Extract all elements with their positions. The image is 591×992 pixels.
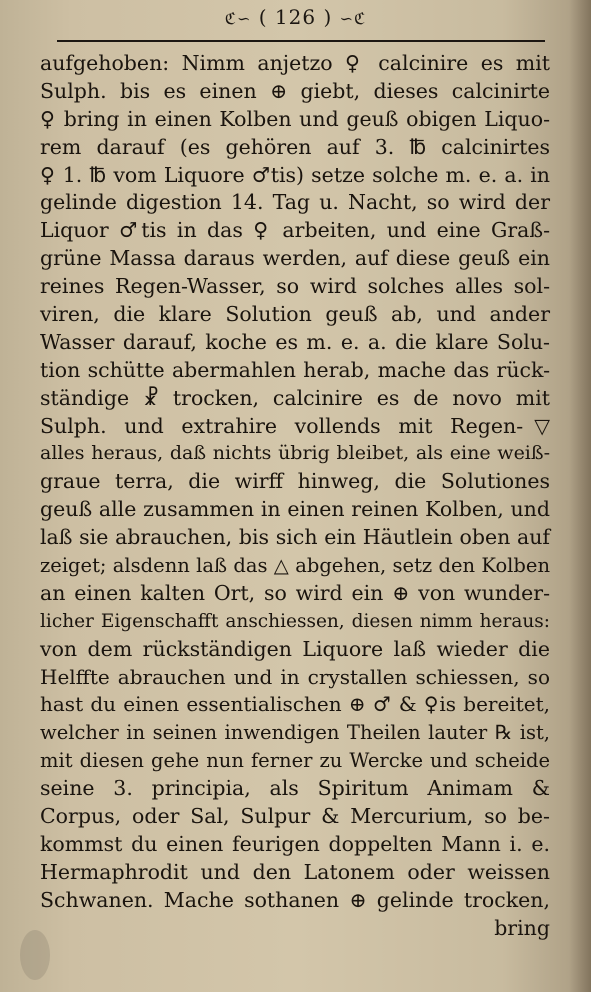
text-line: seine 3. principia, als Spiritum Animam & (40, 776, 550, 801)
page-number: ( 126 ) (258, 5, 333, 29)
text-line: ♀ 1. ℔ vom Liquore ♂tis) setze solche m. e. a. in (40, 162, 550, 187)
text-line: bring (494, 915, 550, 940)
text-line: tion schütte abermahlen herab, mache das rück- (40, 357, 550, 382)
text-line: geuß alle zusammen in einen reinen Kolben, und (40, 497, 550, 522)
text-line: Sulph. und extrahire vollends mit Regen-▽ (40, 413, 550, 438)
text-line: Liquor ♂tis in das ♀ arbeiten, und eine Graß- (40, 218, 550, 243)
text-line: gelinde digestion 14. Tag u. Nacht, so wird der (40, 190, 550, 215)
text-line: Schwanen. Mache sothanen ⊕ gelinde trocken, (40, 887, 550, 912)
text-line: zeiget; alsdenn laß das △ abgehen, setz den Kolben (40, 554, 550, 578)
text-line: rem darauf (es gehören auf 3. ℔ calcinirtes (40, 134, 550, 159)
text-line: hast du einen essentialischen ⊕ ♂ & ♀is bereitet, (40, 692, 550, 717)
text-line: welcher in seinen inwendigen Theilen lauter ℞ ist, (40, 721, 550, 745)
text-line: grüne Massa daraus werden, auf diese geuß ein (40, 246, 550, 271)
text-line: licher Eigenschafft anschiessen, diesen nimm heraus: (40, 610, 550, 632)
text-line: Wasser darauf, koche es m. e. a. die klare Solu- (40, 329, 550, 354)
text-line: ständige ☧ trocken, calcinire es de novo mit (40, 385, 550, 410)
text-line: alles heraus, daß nichts übrig bleibet, als eine weiß- (40, 442, 550, 465)
text-line: reines Regen-Wasser, so wird solches alles sol- (40, 274, 550, 299)
page-header (0, 2, 591, 32)
text-line: von dem rückständigen Liquore laß wieder die (40, 636, 550, 661)
text-line: ♀ bring in einen Kolben und geuß obigen Liquo- (40, 106, 550, 131)
paper-stain (20, 930, 50, 980)
text-line: mit diesen gehe nun ferner zu Wercke und scheide (40, 749, 550, 773)
text-line: Hermaphrodit und den Latonem oder weissen (40, 859, 550, 884)
spine-shadow (569, 0, 591, 992)
text-line: an einen kalten Ort, so wird ein ⊕ von wunder- (40, 580, 550, 605)
text-line: viren, die klare Solution geuß ab, und ander (40, 302, 550, 327)
text-line: laß sie abrauchen, bis sich ein Häutlein oben auf (40, 525, 550, 550)
ornament-left: ℭ∽ (224, 9, 252, 28)
text-line: aufgehoben: Nimm anjetzo ♀ calcinire es mit (40, 51, 550, 75)
text-line: Helffte abrauchen und in crystallen schiessen, so (40, 664, 550, 689)
text-line: graue terra, die wirff hinweg, die Solutiones (40, 469, 550, 494)
ornament-right: ∽ℭ (339, 9, 367, 28)
text-line: Sulph. bis es einen ⊕ giebt, dieses calcinirte (40, 78, 550, 103)
header-rule (57, 40, 545, 42)
body-text (40, 50, 550, 943)
text-line: kommst du einen feurigen doppelten Mann i. e. (40, 831, 550, 856)
text-line: Corpus, oder Sal, Sulpur & Mercurium, so be- (40, 804, 550, 829)
